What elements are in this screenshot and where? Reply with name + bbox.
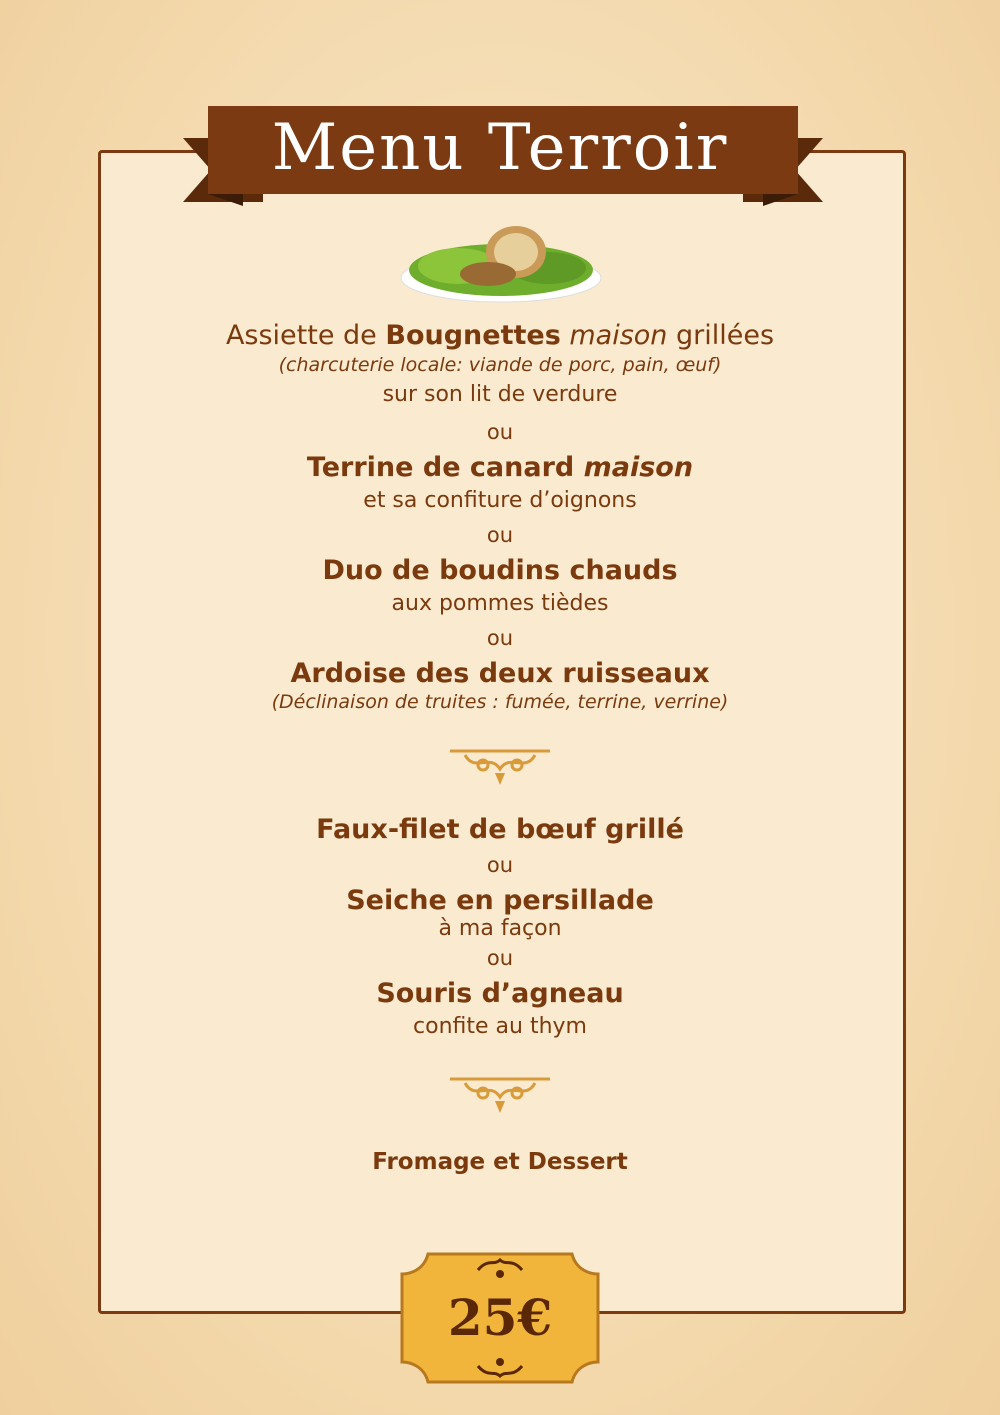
starter-3-name: Duo de boudins chauds <box>322 555 678 586</box>
starter-4-name: Ardoise des deux ruisseaux <box>290 658 710 689</box>
starter-1-name: Bougnettes <box>385 320 561 351</box>
starter-1 <box>150 318 850 354</box>
main-2-desc: à ma façon <box>438 916 562 941</box>
starter-2-desc: et sa confiture d’oignons <box>363 488 637 513</box>
ornament-divider-icon <box>445 743 555 789</box>
ornament-divider-icon <box>445 1071 555 1117</box>
cheese-and-dessert: Fromage et Dessert <box>372 1149 628 1175</box>
starter-1-prefix: Assiette de <box>225 320 386 351</box>
starter-2-emph: maison <box>583 452 694 483</box>
starter-1-suffix: grillées <box>667 320 775 351</box>
or-separator: ou <box>486 946 514 970</box>
starter-2-name: Terrine de canard <box>306 452 584 483</box>
main-1-name: Faux-filet de bœuf grillé <box>316 814 684 845</box>
or-separator: ou <box>486 523 514 547</box>
starter-4-note: (Déclinaison de truites : fumée, terrine, verrine) <box>271 691 729 713</box>
or-separator: ou <box>486 626 514 650</box>
starter-1-desc: sur son lit de verdure <box>382 382 618 407</box>
main-2-name: Seiche en persillade <box>346 885 654 916</box>
main-3-name: Souris d’agneau <box>376 978 624 1009</box>
or-separator: ou <box>486 853 514 877</box>
menu-title: Menu Terroir <box>271 111 729 185</box>
salad-plate-image <box>398 222 604 306</box>
starter-3-desc: aux pommes tièdes <box>391 591 609 616</box>
main-3-desc: confite au thym <box>413 1014 587 1039</box>
starter-1-emph: maison <box>569 320 668 351</box>
menu-content <box>150 318 850 1179</box>
starter-1-note: (charcuterie locale: viande de porc, pain, œuf) <box>278 354 722 376</box>
starter-2 <box>150 451 850 485</box>
or-separator: ou <box>486 420 514 444</box>
price-label: 25€ <box>447 1288 553 1347</box>
